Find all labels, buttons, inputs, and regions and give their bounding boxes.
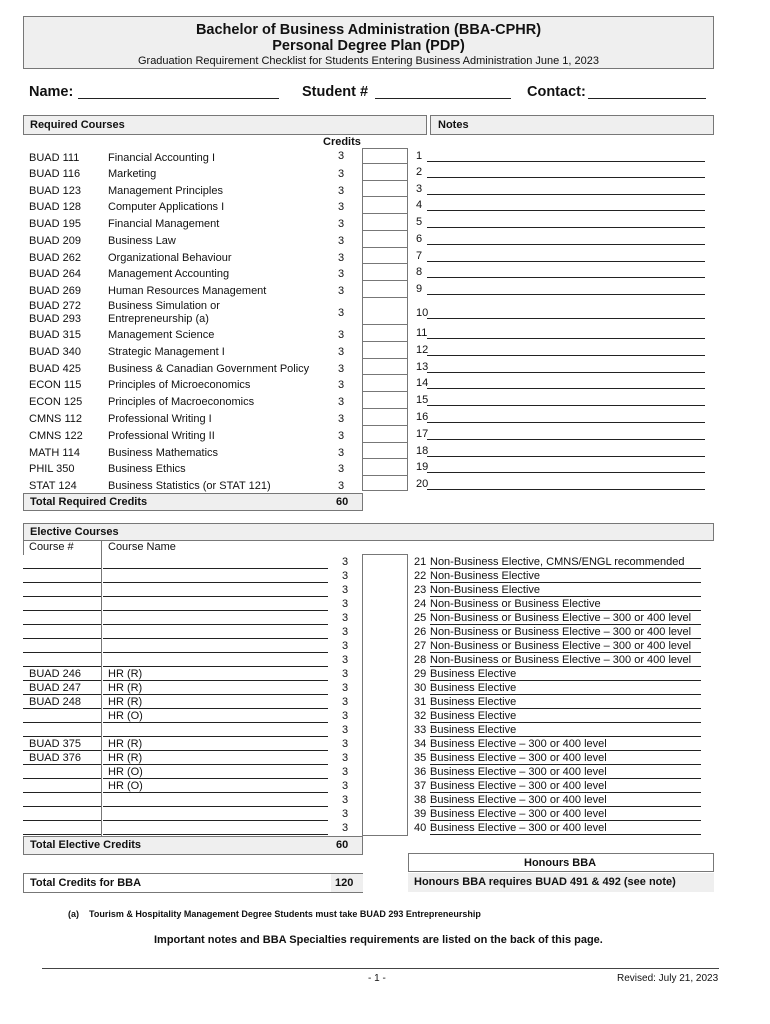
note-number: 18 (416, 445, 429, 457)
elective-note[interactable]: Non-Business or Business Elective – 300 or 400 level (430, 654, 701, 667)
elective-number: 29 (414, 668, 427, 680)
course-name: Professional Writing I (108, 413, 212, 425)
course-name: Management Science (108, 329, 215, 341)
total-elective-value: 60 (336, 839, 349, 851)
course-name-field[interactable] (103, 624, 328, 625)
elective-number: 38 (414, 794, 427, 806)
elective-credits: 3 (342, 626, 349, 638)
note-line[interactable] (427, 338, 705, 339)
student-number-field[interactable] (375, 98, 511, 99)
elective-left-border (23, 540, 24, 555)
note-line[interactable] (427, 372, 705, 373)
honours-header (408, 853, 714, 872)
elective-number: 35 (414, 752, 427, 764)
note-line[interactable] (427, 294, 705, 295)
note-number: 5 (416, 216, 423, 228)
note-number: 4 (416, 199, 423, 211)
course-name: Marketing (108, 168, 157, 180)
elective-note[interactable]: Non-Business Elective (430, 584, 701, 597)
note-number: 17 (416, 428, 429, 440)
elective-note[interactable]: Business Elective (430, 710, 701, 723)
elective-credits: 3 (342, 808, 349, 820)
credit-entry-box[interactable] (362, 476, 408, 491)
note-line[interactable] (427, 355, 705, 356)
note-number: 1 (416, 150, 423, 162)
course-name-column-label: Course Name (108, 541, 176, 553)
course-name: Management Principles (108, 185, 223, 197)
note-number: 19 (416, 461, 429, 473)
required-courses-heading: Required Courses (30, 119, 125, 131)
note-line[interactable] (427, 194, 705, 195)
note-number: 20 (416, 478, 429, 490)
note-number: 14 (416, 377, 429, 389)
elective-course-name: HR (O) (108, 780, 143, 792)
elective-number: 33 (414, 724, 427, 736)
course-name: Business Mathematics (108, 447, 219, 459)
course-code: BUAD 209 (29, 235, 81, 247)
course-name: Organizational Behaviour (108, 252, 232, 264)
credit-entry-box[interactable] (362, 281, 408, 298)
elective-number: 36 (414, 766, 427, 778)
elective-course-code: BUAD 247 (29, 682, 81, 694)
course-code: BUAD 315 (29, 329, 81, 341)
credit-entry-box[interactable] (362, 375, 408, 392)
course-credits: 3 (338, 307, 345, 319)
total-bba-row (23, 873, 363, 893)
note-number: 16 (416, 411, 429, 423)
credit-entry-box[interactable] (362, 409, 408, 426)
elective-number: 30 (414, 682, 427, 694)
credit-entry-box[interactable] (362, 231, 408, 248)
important-notice: Important notes and BBA Specialties requirements are listed on the back of this page. (154, 934, 603, 946)
credit-entry-box[interactable] (362, 164, 408, 181)
course-name-field[interactable] (103, 638, 328, 639)
course-credits: 3 (338, 235, 345, 247)
total-elective-row (23, 836, 363, 855)
course-code: BUAD 128 (29, 201, 81, 213)
total-required-row (23, 493, 363, 511)
elective-credits: 3 (342, 682, 349, 694)
elective-credits: 3 (342, 794, 349, 806)
elective-note[interactable]: Non-Business or Business Elective – 300 or 400 level (430, 626, 701, 639)
course-name-field[interactable] (103, 582, 328, 583)
elective-note[interactable]: Business Elective – 300 or 400 level (430, 794, 701, 807)
elective-number: 37 (414, 780, 427, 792)
course-number-field[interactable] (23, 596, 101, 597)
elective-number: 25 (414, 612, 427, 624)
course-name: Principles of Macroeconomics (108, 396, 255, 408)
credit-entry-box[interactable] (362, 426, 408, 443)
course-code: BUAD 195 (29, 218, 81, 230)
elective-course-code: BUAD 375 (29, 738, 81, 750)
course-number-field[interactable] (23, 694, 101, 695)
elective-number: 21 (414, 556, 427, 568)
course-credits: 3 (338, 268, 345, 280)
course-code: PHIL 350 (29, 463, 75, 475)
course-credits: 3 (338, 430, 345, 442)
note-number: 3 (416, 183, 423, 195)
elective-note[interactable]: Business Elective – 300 or 400 level (430, 780, 701, 793)
course-name-field[interactable] (103, 722, 328, 723)
elective-credits: 3 (342, 640, 349, 652)
course-name-field[interactable] (103, 596, 328, 597)
document-header (23, 16, 714, 69)
course-credits: 3 (338, 252, 345, 264)
course-name-field[interactable] (103, 610, 328, 611)
elective-course-name: HR (R) (108, 668, 143, 680)
course-number-field[interactable] (23, 820, 101, 821)
course-code: BUAD 264 (29, 268, 81, 280)
elective-note[interactable]: Non-Business or Business Elective – 300 or 400 level (430, 612, 701, 625)
note-line[interactable] (427, 161, 705, 162)
elective-note[interactable]: Business Elective – 300 or 400 level (430, 766, 701, 779)
credit-entry-box[interactable] (362, 264, 408, 281)
elective-credits: 3 (342, 654, 349, 666)
course-name-field[interactable] (103, 792, 328, 793)
note-number: 15 (416, 394, 429, 406)
elective-number: 22 (414, 570, 427, 582)
document-subtitle: Personal Degree Plan (PDP) (272, 38, 465, 54)
course-name: Business Law (108, 235, 176, 247)
course-code: STAT 124 (29, 480, 77, 492)
course-name: Business Simulation or (108, 300, 220, 312)
elective-note[interactable]: Business Elective (430, 724, 701, 737)
total-required-label: Total Required Credits (30, 496, 148, 508)
note-line[interactable] (427, 388, 705, 389)
note-line[interactable] (427, 318, 705, 319)
required-courses-header (23, 115, 427, 135)
course-number-field[interactable] (23, 750, 101, 751)
elective-credits: 3 (342, 570, 349, 582)
course-name-field[interactable] (103, 652, 328, 653)
credit-entry-box[interactable] (362, 325, 408, 342)
course-number-field[interactable] (23, 806, 101, 807)
elective-number: 28 (414, 654, 427, 666)
course-code: MATH 114 (29, 447, 80, 459)
elective-credits: 3 (342, 780, 349, 792)
course-name-field[interactable] (103, 694, 328, 695)
elective-course-name: HR (R) (108, 696, 143, 708)
elective-note[interactable]: Business Elective – 300 or 400 level (430, 822, 701, 835)
course-name: Professional Writing II (108, 430, 215, 442)
page-number: - 1 - (368, 973, 386, 984)
elective-course-name: HR (R) (108, 738, 143, 750)
credit-entry-box[interactable] (362, 359, 408, 375)
course-code-alt: BUAD 293 (29, 313, 81, 325)
course-number-field[interactable] (23, 792, 101, 793)
elective-number: 40 (414, 822, 427, 834)
course-name: Financial Management (108, 218, 220, 230)
honours-heading: Honours BBA (524, 857, 597, 869)
elective-courses-heading: Elective Courses (30, 526, 119, 538)
course-name-field[interactable] (103, 666, 328, 667)
course-name-field[interactable] (103, 778, 328, 779)
course-number-field[interactable] (23, 652, 101, 653)
course-name-field[interactable] (103, 806, 328, 807)
elective-credits: 3 (342, 724, 349, 736)
note-line[interactable] (427, 244, 705, 245)
course-number-field[interactable] (23, 624, 101, 625)
notes-heading: Notes (438, 119, 469, 131)
elective-course-code: BUAD 376 (29, 752, 81, 764)
note-line[interactable] (427, 210, 705, 211)
total-bba-label: Total Credits for BBA (30, 877, 142, 889)
total-bba-value: 120 (335, 877, 354, 889)
elective-course-name: HR (O) (108, 710, 143, 722)
credit-entry-box[interactable] (362, 197, 408, 214)
note-number: 7 (416, 250, 423, 262)
elective-credits: 3 (342, 598, 349, 610)
course-number-field[interactable] (23, 638, 101, 639)
course-number-field[interactable] (23, 666, 101, 667)
note-line[interactable] (427, 277, 705, 278)
course-code: BUAD 425 (29, 363, 81, 375)
credit-entry-box[interactable] (362, 298, 408, 325)
credit-entry-box[interactable] (362, 443, 408, 459)
course-code: BUAD 340 (29, 346, 81, 358)
elective-note[interactable]: Business Elective (430, 682, 701, 695)
course-credits: 3 (338, 379, 345, 391)
course-number-field[interactable] (23, 736, 101, 737)
elective-credit-box[interactable] (362, 554, 408, 836)
elective-credits: 3 (342, 696, 349, 708)
elective-note[interactable]: Business Elective (430, 696, 701, 709)
course-name: Financial Accounting I (108, 152, 216, 164)
course-code: BUAD 269 (29, 285, 81, 297)
notes-header (430, 115, 714, 135)
note-line[interactable] (427, 261, 705, 262)
course-name: Business Ethics (108, 463, 186, 475)
course-name-field[interactable] (103, 820, 328, 821)
elective-credits: 3 (342, 766, 349, 778)
course-name: Human Resources Management (108, 285, 267, 297)
note-line[interactable] (427, 439, 705, 440)
elective-number: 32 (414, 710, 427, 722)
credits-column-label: Credits (323, 136, 361, 148)
course-name-field[interactable] (103, 736, 328, 737)
note-line[interactable] (427, 472, 705, 473)
elective-credits: 3 (342, 556, 349, 568)
elective-credits: 3 (342, 710, 349, 722)
document-title: Bachelor of Business Administration (BBA-CPHR) (195, 22, 542, 38)
course-name-field[interactable] (103, 750, 328, 751)
note-line[interactable] (427, 177, 705, 178)
note-number: 8 (416, 266, 423, 278)
note-line[interactable] (427, 489, 705, 490)
course-name: Computer Applications I (108, 201, 225, 213)
credit-entry-box[interactable] (362, 342, 408, 359)
course-code: CMNS 122 (29, 430, 83, 442)
course-name-field[interactable] (103, 568, 328, 569)
course-credits: 3 (338, 285, 345, 297)
name-label: Name: (29, 84, 74, 100)
course-name: Business & Canadian Government Policy (108, 363, 310, 375)
elective-credits: 3 (342, 612, 349, 624)
course-code: CMNS 112 (29, 413, 82, 425)
course-code: BUAD 123 (29, 185, 81, 197)
total-elective-label: Total Elective Credits (30, 839, 142, 851)
elective-course-code: BUAD 246 (29, 668, 81, 680)
name-field[interactable] (78, 98, 279, 99)
elective-credits: 3 (342, 738, 349, 750)
honours-note-row (408, 873, 714, 892)
course-code: ECON 125 (29, 396, 83, 408)
course-number-field[interactable] (23, 722, 101, 723)
note-line[interactable] (427, 405, 705, 406)
course-number-field[interactable] (23, 582, 101, 583)
footer-rule (42, 968, 719, 969)
elective-credits: 3 (342, 668, 349, 680)
credit-entry-box[interactable] (362, 392, 408, 409)
course-name-field[interactable] (103, 680, 328, 681)
course-name: Strategic Management I (108, 346, 225, 358)
student-number-label: Student # (302, 84, 369, 100)
elective-note[interactable]: Business Elective – 300 or 400 level (430, 752, 701, 765)
course-number-field[interactable] (23, 610, 101, 611)
course-name: Business Statistics (or STAT 121) (108, 480, 271, 492)
course-credits: 3 (338, 346, 345, 358)
course-credits: 3 (338, 480, 345, 492)
elective-number: 24 (414, 598, 427, 610)
course-number-field[interactable] (23, 680, 101, 681)
elective-number: 23 (414, 584, 427, 596)
credit-entry-box[interactable] (362, 148, 408, 164)
total-required-value: 60 (336, 496, 349, 508)
course-credits: 3 (338, 447, 345, 459)
credit-entry-box[interactable] (362, 214, 408, 231)
note-number: 6 (416, 233, 423, 245)
course-code: BUAD 111 (29, 152, 80, 164)
course-number-field[interactable] (23, 764, 101, 765)
course-credits: 3 (338, 185, 345, 197)
note-line[interactable] (427, 422, 705, 423)
credit-entry-box[interactable] (362, 459, 408, 476)
course-credits: 3 (338, 363, 345, 375)
note-number: 13 (416, 361, 429, 373)
elective-note[interactable]: Business Elective – 300 or 400 level (430, 808, 701, 821)
footnote: (a) Tourism & Hospitality Management Degree Students must take BUAD 293 Entrepreneurship (68, 909, 481, 919)
contact-label: Contact: (527, 84, 586, 100)
credit-entry-box[interactable] (362, 248, 408, 264)
elective-note[interactable]: Business Elective – 300 or 400 level (430, 738, 701, 751)
course-number-field[interactable] (23, 708, 101, 709)
elective-note[interactable]: Non-Business or Business Elective (430, 598, 701, 611)
course-credits: 3 (338, 329, 345, 341)
note-line[interactable] (427, 227, 705, 228)
course-name: Management Accounting (108, 268, 230, 280)
course-number-field[interactable] (23, 568, 101, 569)
course-credits: 3 (338, 150, 345, 162)
course-code: BUAD 272 (29, 300, 81, 312)
course-credits: 3 (338, 201, 345, 213)
course-name-field[interactable] (103, 708, 328, 709)
elective-note[interactable]: Non-Business or Business Elective – 300 or 400 level (430, 640, 701, 653)
course-credits: 3 (338, 396, 345, 408)
elective-courses-header (23, 523, 714, 541)
elective-number: 27 (414, 640, 427, 652)
course-name-field[interactable] (103, 834, 328, 835)
note-number: 12 (416, 344, 429, 356)
course-code: ECON 115 (29, 379, 82, 391)
elective-note[interactable]: Non-Business Elective, CMNS/ENGL recommended (430, 556, 701, 569)
note-number: 10 (416, 307, 429, 319)
note-line[interactable] (427, 456, 705, 457)
course-credits: 3 (338, 463, 345, 475)
course-number-field[interactable] (23, 778, 101, 779)
elective-credits: 3 (342, 822, 349, 834)
course-credits: 3 (338, 168, 345, 180)
elective-number: 34 (414, 738, 427, 750)
course-code: BUAD 116 (29, 168, 81, 180)
course-number-field[interactable] (23, 834, 101, 835)
document-description: Graduation Requirement Checklist for Students Entering Business Administration June 1, 2023 (137, 55, 600, 67)
revised-date: Revised: July 21, 2023 (617, 973, 719, 984)
elective-credits: 3 (342, 752, 349, 764)
course-name-alt: Entrepreneurship (a) (108, 313, 209, 325)
course-credits: 3 (338, 218, 345, 230)
course-code: BUAD 262 (29, 252, 81, 264)
elective-number: 26 (414, 626, 427, 638)
elective-note[interactable]: Business Elective (430, 668, 701, 681)
note-number: 2 (416, 166, 423, 178)
elective-note[interactable]: Non-Business Elective (430, 570, 701, 583)
course-name-field[interactable] (103, 764, 328, 765)
contact-field[interactable] (588, 98, 706, 99)
elective-course-name: HR (O) (108, 766, 143, 778)
honours-note: Honours BBA requires BUAD 491 & 492 (see note) (414, 876, 676, 888)
course-number-column-label: Course # (29, 541, 74, 553)
elective-course-name: HR (R) (108, 752, 143, 764)
course-name: Principles of Microeconomics (108, 379, 251, 391)
elective-number: 39 (414, 808, 427, 820)
elective-credits: 3 (342, 584, 349, 596)
note-number: 9 (416, 283, 423, 295)
credit-entry-box[interactable] (362, 181, 408, 197)
course-credits: 3 (338, 413, 345, 425)
elective-number: 31 (414, 696, 427, 708)
note-number: 11 (416, 327, 428, 339)
elective-course-name: HR (R) (108, 682, 143, 694)
elective-course-code: BUAD 248 (29, 696, 81, 708)
